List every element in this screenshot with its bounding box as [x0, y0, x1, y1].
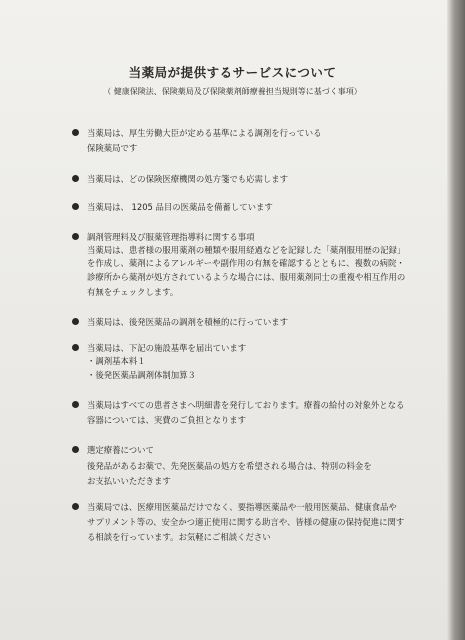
item-line: ・調剤基本料１ — [87, 356, 146, 366]
bullet-icon — [72, 503, 79, 510]
bullet-icon — [72, 318, 79, 325]
item-line: 容器については、実費のご負担となります — [87, 415, 246, 425]
item-line: 当薬局は、下記の施設基準を届出ています — [87, 343, 247, 353]
bullet-icon — [72, 446, 79, 453]
item-line: 当薬局はすべての患者さまへ明細書を発行しております。療養の給付の対象外となる — [87, 400, 405, 410]
item-line: 調剤管理料及び服薬管理指導料に関する事項 — [87, 232, 255, 242]
bullet-icon — [72, 344, 79, 351]
item-line: お支払いいただきます — [87, 476, 171, 486]
bullet-icon — [72, 233, 79, 240]
bullet-icon — [72, 203, 79, 210]
item-line: ・後発医薬品調剤体制加算３ — [87, 370, 196, 380]
bullet-icon — [72, 129, 79, 136]
bullet-icon — [72, 175, 79, 182]
document-title: 当薬局が提供するサービスについて — [128, 65, 337, 80]
item-line: を作成し、薬剤によるアレルギーや副作用の有無を確認するとともに、複数の病院・ — [87, 258, 405, 268]
item-line: 診療所から薬剤が処方されているような場合には、服用薬剤同士の重複や相互作用の — [87, 272, 406, 282]
item-line: 選定療養について — [87, 445, 154, 455]
item-line: 当薬局は、 1205 品目の医薬品を備蓄しています — [87, 202, 273, 212]
item-line: 有無をチェックします。 — [87, 287, 179, 297]
item-line: る相談を行っています。お気軽にご相談ください — [87, 532, 271, 542]
item-line: 当薬局は、患者様の服用薬剤の種類や服用経過などを記録した「薬剤服用歴の記録」 — [87, 245, 406, 255]
item-line: 当薬局は、厚生労働大臣が定める基準による調剤を行っている — [87, 128, 322, 138]
page-edge — [447, 0, 465, 640]
item-line: サプリメント等の、安全かつ適正使用に関する助言や、皆様の健康の保持促進に関す — [87, 517, 405, 527]
bullet-icon — [72, 401, 79, 408]
item-line: 保険薬局です — [87, 143, 138, 153]
document-subtitle: （ 健康保険法、保険薬局及び保険薬剤師療養担当規則等に基づく事項） — [103, 87, 362, 96]
item-line: 当薬局では、医療用医薬品だけでなく、要指導医薬品や一般用医薬品、健康食品や — [87, 502, 397, 512]
item-line: 後発品があるお薬で、先発医薬品の処方を希望される場合は、特別の料金を — [87, 461, 372, 471]
item-line: 当薬局は、後発医薬品の調剤を積極的に行っています — [87, 317, 288, 327]
item-line: 当薬局は、どの保険医療機関の処方箋でも応需します — [87, 174, 288, 184]
